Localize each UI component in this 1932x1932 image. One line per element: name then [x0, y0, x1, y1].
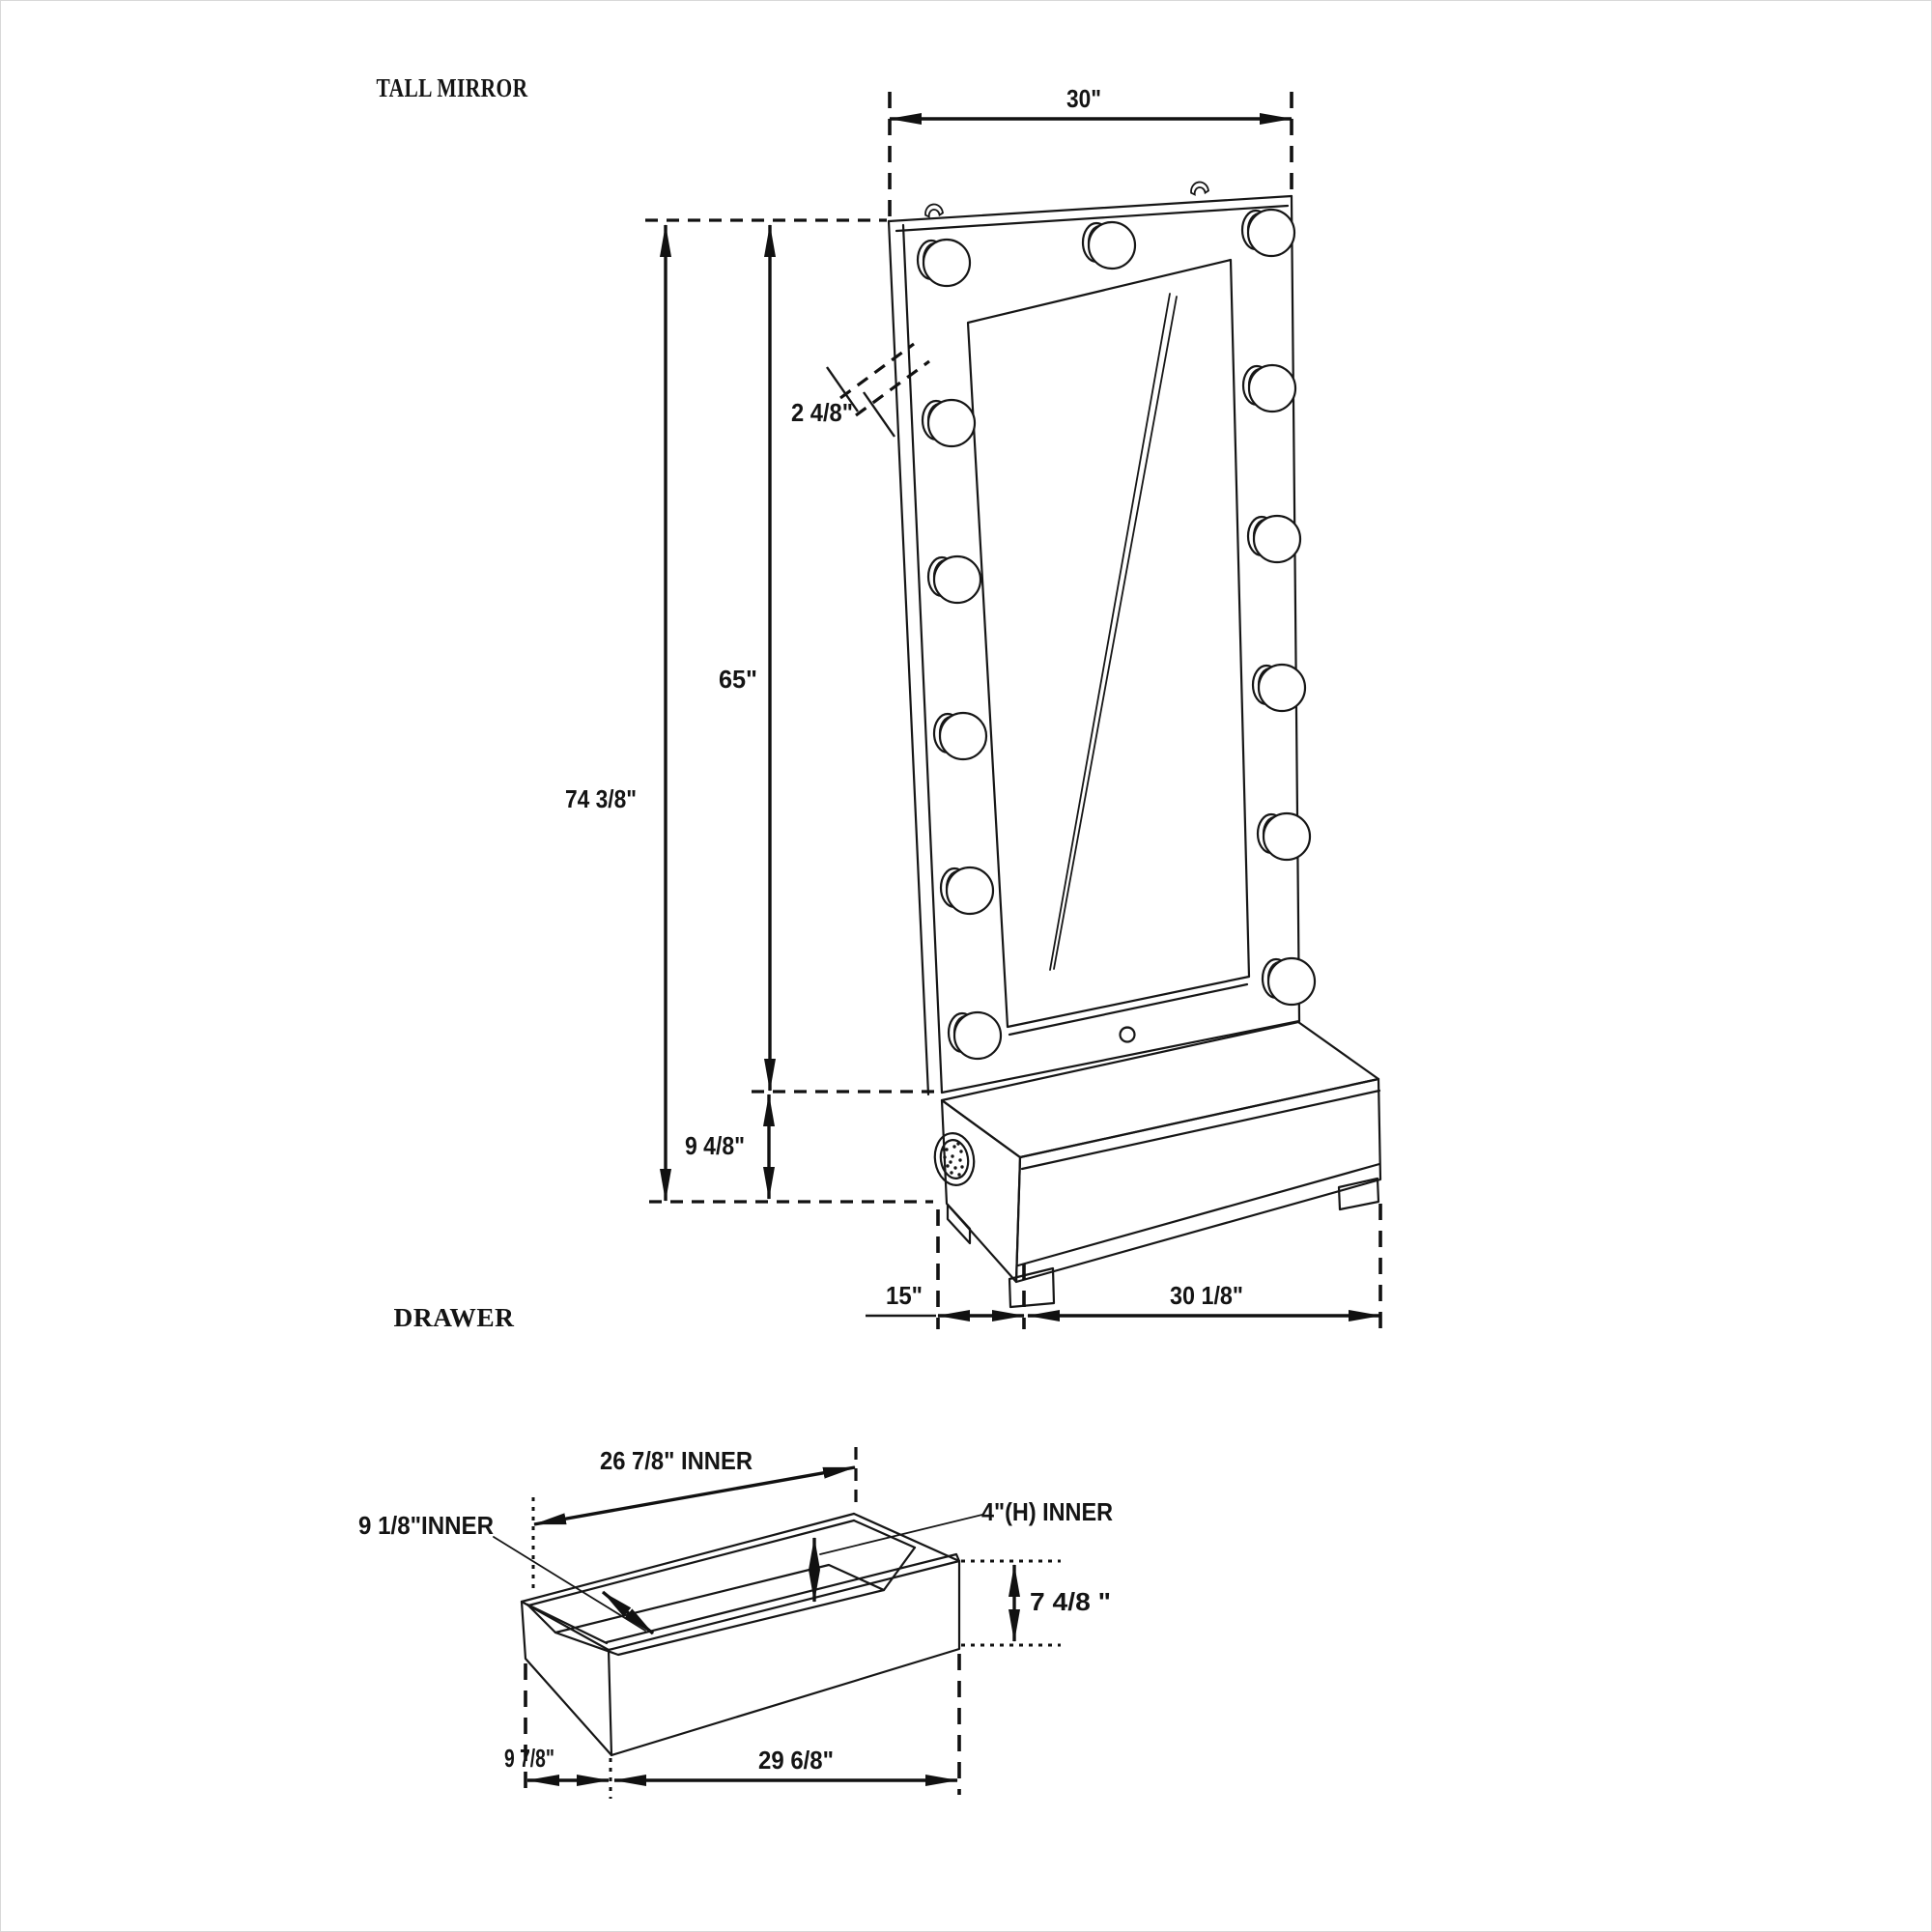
base-top-surface	[942, 1022, 1378, 1157]
hanging-hook-icon	[924, 204, 943, 217]
hanging-hook-icon	[1190, 182, 1208, 195]
tall-mirror-diagram	[377, 73, 1381, 1329]
dimension-label-frame-thickness: 2 4/8"	[791, 398, 853, 427]
drawer-box	[522, 1514, 959, 1755]
light-bulb	[1248, 516, 1300, 562]
base-top-thickness-line	[1022, 1091, 1379, 1169]
mirror-section-title: TALL MIRROR	[376, 73, 528, 102]
light-bulb	[949, 1012, 1001, 1059]
light-bulb	[918, 240, 970, 286]
dimension-label-base-depth: 15"	[886, 1281, 923, 1310]
light-bulb	[1242, 210, 1294, 256]
light-bulb	[934, 713, 986, 759]
light-bulb	[941, 867, 993, 914]
dimension-outer-depth-width	[504, 1654, 959, 1799]
dimension-label-inner-height: 4"(H) INNER	[981, 1497, 1114, 1526]
dimension-label-inner-length: 26 7/8" INNER	[600, 1446, 753, 1475]
dimension-inner-depth	[358, 1511, 653, 1634]
glass-reflection-line	[1050, 294, 1170, 970]
callout-dashed-line	[840, 344, 914, 398]
frame-right-outer-edge	[1292, 196, 1299, 1021]
dimension-label-outer-depth: 9 7/8"	[504, 1744, 554, 1773]
leader-line	[820, 1515, 982, 1554]
light-bulb	[1263, 958, 1315, 1005]
glass-reflection-line	[1054, 297, 1177, 969]
power-knob	[1121, 1028, 1135, 1042]
dimension-base-depth-width	[866, 1204, 1380, 1329]
dimension-mirror-height	[719, 225, 937, 1092]
dimension-label-base-height: 9 4/8"	[685, 1131, 745, 1160]
light-bulb	[1083, 222, 1135, 269]
dimension-label-outer-width: 29 6/8"	[758, 1746, 834, 1775]
drawer-front-top-inner-edge	[607, 1554, 959, 1642]
light-bulb	[1253, 665, 1305, 711]
dimension-line	[534, 1467, 855, 1524]
dimension-line	[603, 1592, 653, 1634]
light-bulb	[923, 400, 975, 446]
light-bulb	[1243, 365, 1295, 412]
drawer-right-end-top-edge	[854, 1514, 959, 1561]
base-cabinet	[931, 1022, 1380, 1307]
light-bulbs	[918, 210, 1315, 1059]
speaker	[931, 1130, 978, 1188]
light-bulb	[928, 556, 980, 603]
callout-dashed-line	[856, 361, 929, 415]
leader-line	[494, 1537, 645, 1631]
base-left-face	[942, 1100, 1020, 1282]
base-bottom-seam	[1018, 1164, 1379, 1265]
dimension-label-front-height: 7 4/8 "	[1030, 1587, 1111, 1616]
base-foot	[948, 1205, 970, 1243]
drawer-back-top-edge	[522, 1514, 854, 1602]
dimension-top-width	[890, 84, 1292, 218]
dimension-front-height	[961, 1561, 1111, 1645]
dimension-label-overall-height: 74 3/8"	[565, 784, 637, 813]
dimension-label-base-width: 30 1/8"	[1170, 1281, 1243, 1310]
dimension-label-inner-depth: 9 1/8"INNER	[358, 1511, 495, 1540]
drawer-section-title: DRAWER	[393, 1303, 515, 1332]
mirror-frame	[889, 182, 1299, 1094]
base-foot	[1339, 1179, 1378, 1209]
drawer-diagram	[358, 1303, 1113, 1799]
page-border	[1, 1, 1932, 1932]
dimension-inner-length	[533, 1446, 856, 1589]
light-bulb	[1258, 813, 1310, 860]
dimension-label-mirror-height: 65"	[719, 665, 757, 694]
dimension-base-height	[685, 1094, 769, 1199]
drawer-front-face	[609, 1561, 959, 1755]
dimension-overall-height	[565, 220, 933, 1202]
dimension-label-top-width: 30"	[1066, 84, 1101, 113]
